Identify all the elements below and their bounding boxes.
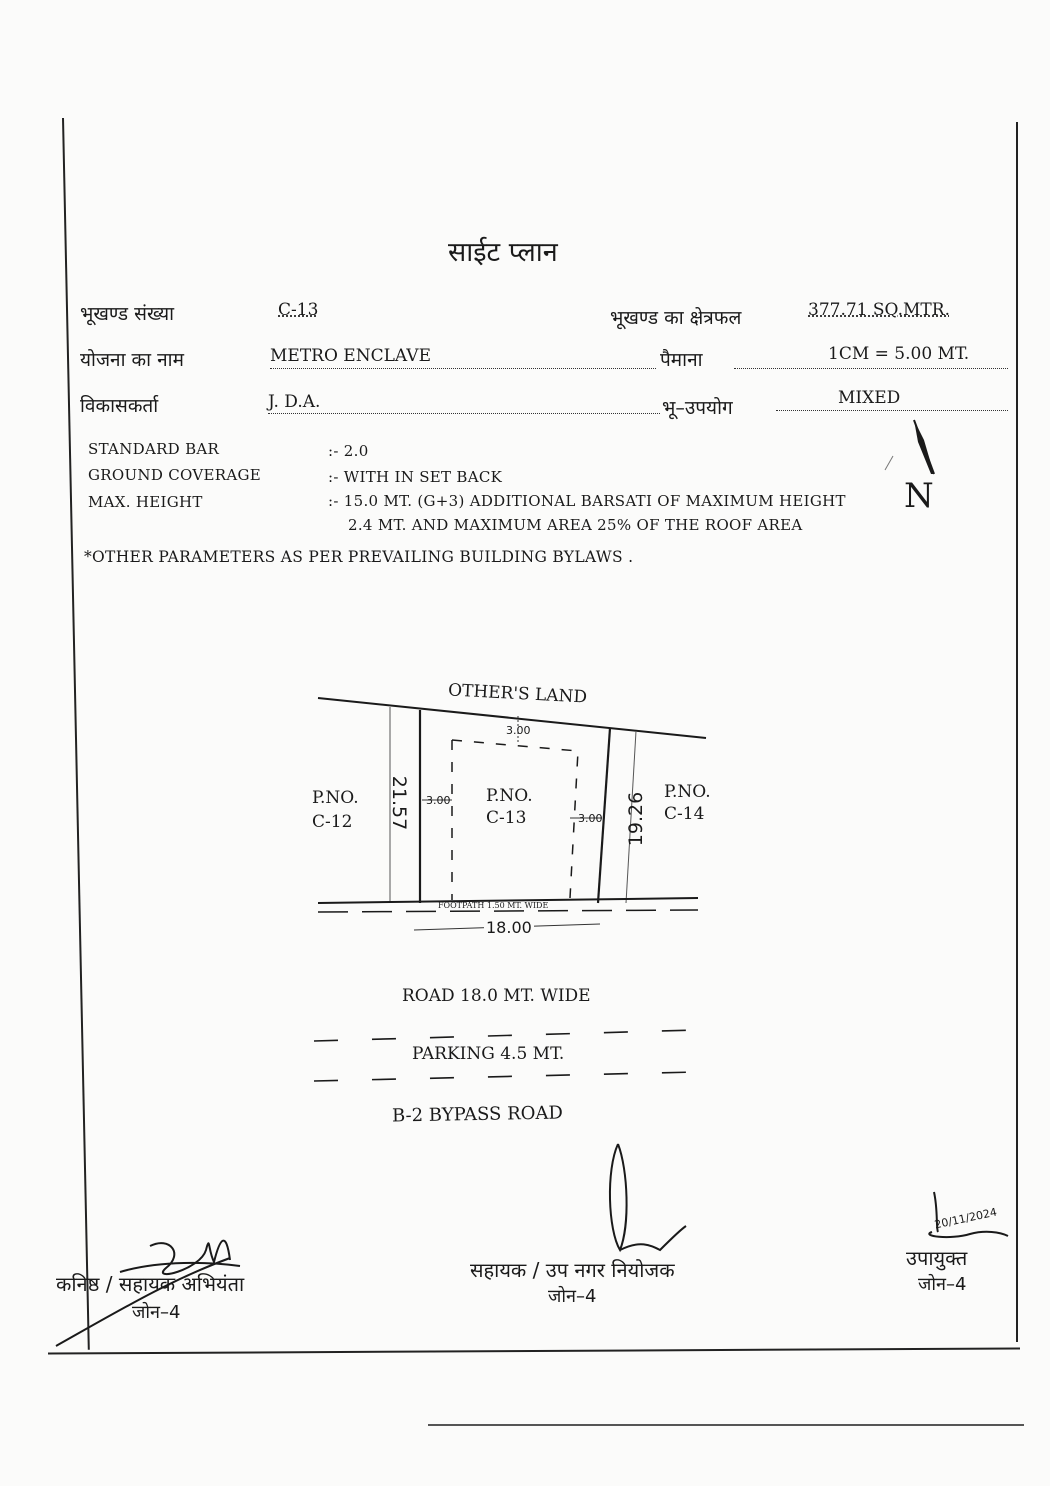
plot-number-label: भूखण्ड संख्या: [80, 303, 175, 325]
signature-right-title: उपायुक्त: [906, 1246, 968, 1270]
param-value-max-height: :- 15.0 MT. (G+3) ADDITIONAL BARSATI OF MAXIMUM HEIGHT: [328, 492, 846, 510]
param-value-standard-bar: :- 2.0: [328, 442, 369, 460]
param-label-standard-bar: STANDARD BAR: [88, 440, 220, 458]
plot-c13-line1: P.NO.: [486, 786, 533, 806]
signature-right-zone: जोन–4: [918, 1274, 967, 1295]
signature-left-zone: जोन–4: [132, 1302, 181, 1323]
parking-top-line: [314, 1030, 696, 1041]
land-use-label: भू–उपयोग: [662, 397, 733, 419]
parking-bottom-line: [314, 1072, 696, 1081]
developer-label: विकासकर्ता: [80, 395, 159, 417]
scheme-name-value: METRO ENCLAVE: [270, 346, 431, 366]
plot-c13-line2: C-13: [486, 808, 527, 828]
signature-right-date: 20/11/2024: [933, 1205, 999, 1232]
signature-center: [610, 1144, 686, 1250]
right-depth-value: 19.26: [625, 791, 648, 847]
page-title: साईट प्लान: [448, 237, 558, 268]
param-label-max-height: MAX. HEIGHT: [88, 493, 203, 511]
plot-area-label: भूखण्ड का क्षेत्रफल: [610, 307, 742, 329]
signature-center-title: सहायक / उप नगर नियोजक: [470, 1258, 675, 1282]
developer-value: J. D.A.: [268, 392, 321, 412]
plot-area-value: 377.71 SQ.MTR.: [808, 300, 950, 320]
setback-left-value: 3.00: [426, 794, 451, 807]
scheme-name-label: योजना का नाम: [80, 349, 184, 371]
signature-center-zone: जोन–4: [548, 1286, 597, 1307]
others-land-label: OTHER'S LAND: [447, 680, 588, 708]
setback-right-value: 3.00: [578, 812, 603, 825]
parking-label: PARKING 4.5 MT.: [412, 1044, 565, 1064]
param-value-ground-coverage: :- WITH IN SET BACK: [328, 468, 503, 486]
north-label: N: [904, 476, 934, 516]
footpath-line: [318, 910, 698, 912]
bypass-road-label: B-2 BYPASS ROAD: [391, 1102, 564, 1127]
plot-c12-line1: P.NO.: [312, 788, 359, 808]
plot-c14-line1: P.NO.: [664, 782, 711, 802]
plot-c14-line2: C-14: [664, 804, 705, 824]
footpath-label: FOOTPATH 1.50 MT. WIDE: [438, 901, 549, 910]
frontage-value: 18.00: [486, 918, 532, 937]
bylaws-note: *OTHER PARAMETERS AS PER PREVAILING BUILDING BYLAWS .: [84, 548, 634, 566]
road-label: ROAD 18.0 MT. WIDE: [402, 986, 591, 1006]
bottom-edge-line: [428, 1424, 1024, 1426]
plot-c12-line2: C-12: [312, 812, 353, 832]
setback-top-value: 3.00: [506, 724, 531, 737]
plot-number-value: C-13: [278, 300, 319, 320]
left-depth-value: 21.57: [388, 775, 411, 831]
param-label-ground-coverage: GROUND COVERAGE: [88, 466, 261, 484]
scale-label: पैमाना: [660, 349, 703, 371]
scale-value: 1CM = 5.00 MT.: [828, 344, 970, 364]
land-use-value: MIXED: [838, 388, 901, 408]
signature-left-title: कनिष्ठ / सहायक अभियंता: [56, 1272, 245, 1296]
north-arrow-icon: [885, 420, 934, 474]
param-value-max-height-line2: 2.4 MT. AND MAXIMUM AREA 25% OF THE ROOF AREA: [348, 516, 803, 534]
